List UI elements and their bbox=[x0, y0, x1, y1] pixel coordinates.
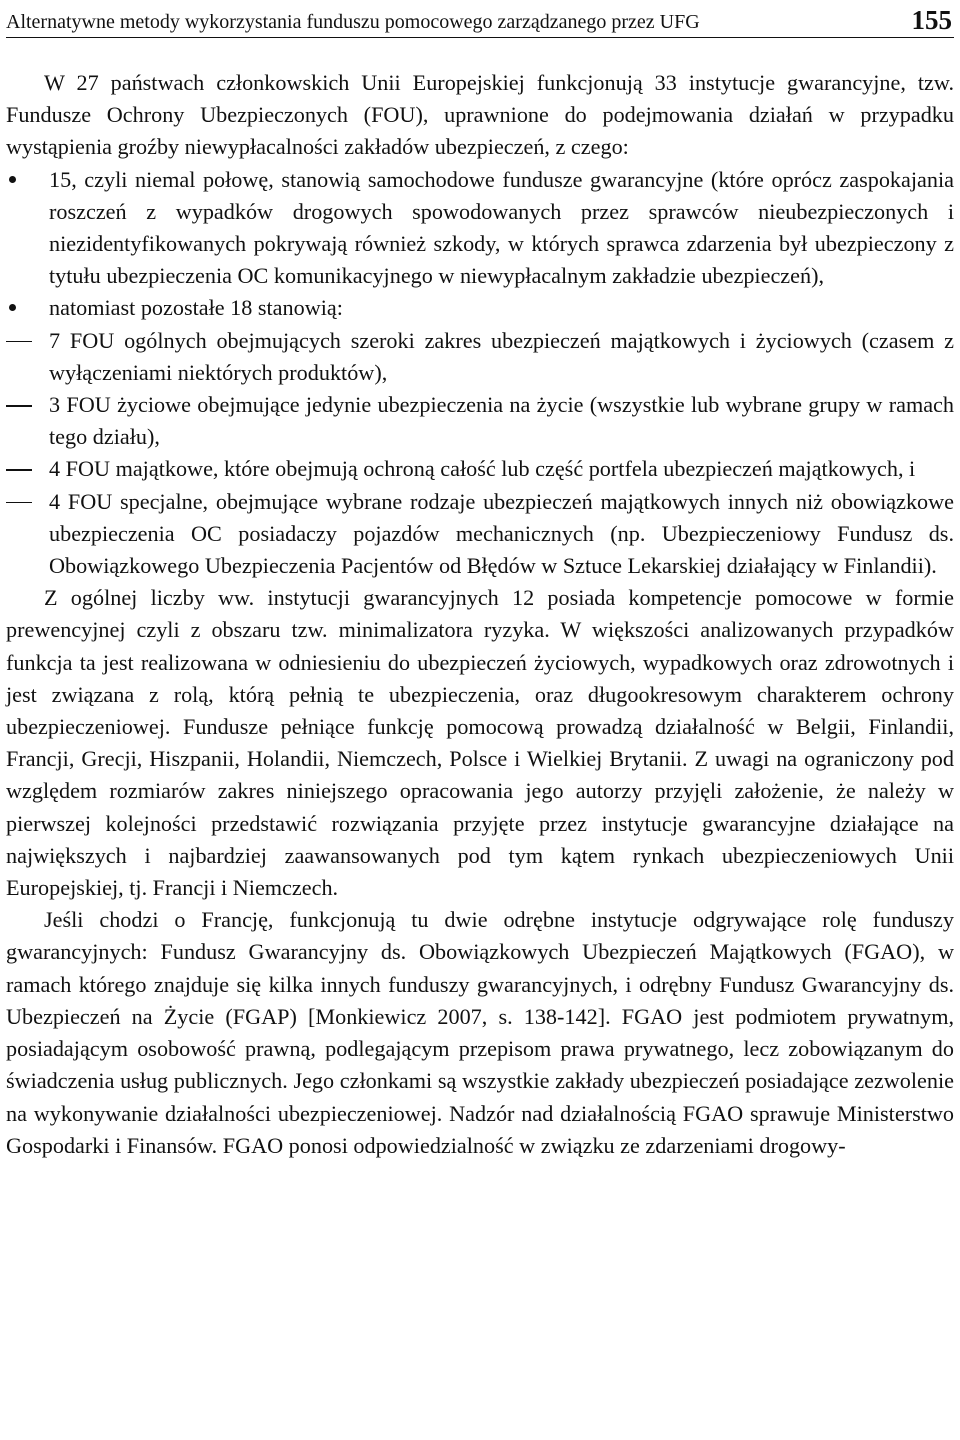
bullet-text: 15, czyli niemal połowę, stanowią samochodowe fundusze gwarancyjne (które oprócz zaspokajania roszczeń z wypadków drogowych spowodowanych przez sprawców nieubezpieczonych i niezidentyfikowanych pokrywają również szkody, w których sprawca zdarzenia był ubezpieczony z tytułu ubezpieczenia OC komunikacyjnego w niewypłacalnym zakładzie ubezpieczeń), bbox=[49, 166, 954, 289]
paragraph-prevention: Z ogólnej liczby ww. instytucji gwarancyjnych 12 posiada kompetencje pomocowe w formie prewencyjnej czyli z obszaru tzw. minimalizatora ryzyka. W większości analizowanych przypadków funkcja ta jest realizowana w odniesieniu do ubezpieczeń życiowych, wypadkowych oraz zdrowotnych i jest związana z rolą, którą pełnią te ubezpieczenia, oraz długookresowym charakterem ochrony ubezpieczeniowej. Fundusze pełniące funkcję pomocową prowadzą działalność w Belgii, Finlandii, Francji, Grecji, Hiszpanii, Holandii, Niemczech, Polsce i Wielkiej Brytanii. Z uwagi na ograniczony pod względem rozmiarów zakres niniejszego opracowania jego autorzy przyjęli założenie, że należy w pierwszej kolejności przedstawić rozwiązania przyjęte przez instytucje gwarancyjne działające na największych i najbardziej zaawansowanych pod tym kątem rynkach ubezpieczeniowych Unii Europejskiej, tj. Francji i Niemczech. bbox=[6, 585, 954, 901]
dash-icon bbox=[6, 502, 32, 504]
running-header bbox=[6, 2, 954, 38]
intro-paragraph: W 27 państwach członkowskich Unii Europejskiej funkcjonują 33 instytucje gwarancyjne, tzw. Fundusze Ochrony Ubezpieczonych (FOU), uprawnione do podejmowania działań w przypadku wystąpienia groźby niewypłacalności zakładów ubezpieczeń, z czego: bbox=[6, 70, 954, 160]
paragraph-france: Jeśli chodzi o Francję, funkcjonują tu dwie odrębne instytucje odgrywające rolę funduszy gwarancyjnych: Fundusz Gwarancyjny ds. Obowiązkowych Ubezpieczeń Majątkowych (FGAO), w ramach którego znajduje się kilka innych funduszy gwarancyjnych, i odrębny Fundusz Gwarancyjny ds. Ubezpieczeń na Życie (FGAP) [Monkiewicz 2007, s. 138-142]. FGAO jest podmiotem prywatnym, posiadającym osobowość prawną, podlegającym przepisom prawa prywatnego, lecz zobowiązanym do świadczenia usług publicznych. Jego członkami są wszystkie zakłady ubezpieczeń posiadające zezwolenie na wykonywanie działalności ubezpieczeniowej. Nadzór nad działalnością FGAO sprawuje Ministerstwo Gospodarki i Finansów. FGAO ponosi odpowiedzialność w związku ze zdarzeniami drogowy- bbox=[6, 907, 954, 1158]
dash-item bbox=[6, 453, 954, 485]
bullet-item bbox=[6, 164, 954, 293]
dash-text: 3 FOU życiowe obejmujące jedynie ubezpieczenia na życie (wszystkie lub wybrane grupy w ramach tego działu), bbox=[49, 392, 954, 450]
bullet-text: natomiast pozostałe 18 stanowią: bbox=[49, 295, 343, 321]
dash-text: 7 FOU ogólnych obejmujących szeroki zakres ubezpieczeń majątkowych i życiowych (czasem z wyłączeniami niektórych produktów), bbox=[49, 327, 954, 385]
dash-text: 4 FOU majątkowe, które obejmują ochroną całość lub część portfela ubezpieczeń majątkowych, i bbox=[49, 456, 916, 482]
dash-item bbox=[6, 389, 954, 453]
dash-icon bbox=[6, 469, 32, 471]
dash-item bbox=[6, 486, 954, 583]
dash-icon bbox=[6, 405, 32, 407]
bullet-list bbox=[6, 164, 954, 325]
dash-item bbox=[6, 325, 954, 389]
page-number: 155 bbox=[911, 5, 952, 35]
header-title: Alternatywne metody wykorzystania funduszu pomocowego zarządzanego przez UFG bbox=[6, 11, 700, 33]
dash-icon bbox=[6, 341, 32, 343]
dash-list bbox=[6, 325, 954, 583]
body-text bbox=[6, 67, 954, 1162]
bullet-icon bbox=[9, 304, 16, 311]
bullet-item bbox=[6, 292, 954, 324]
bullet-icon bbox=[9, 176, 16, 183]
dash-text: 4 FOU specjalne, obejmujące wybrane rodzaje ubezpieczeń majątkowych innych niż obowiązkowe ubezpieczenia OC posiadaczy pojazdów mechanicznych (np. Ubezpieczeniowy Fundusz ds. Obowiązkowego Ubezpieczenia Pacjentów od Błędów w Sztuce Lekarskiej działający w Finlandii). bbox=[49, 488, 954, 579]
